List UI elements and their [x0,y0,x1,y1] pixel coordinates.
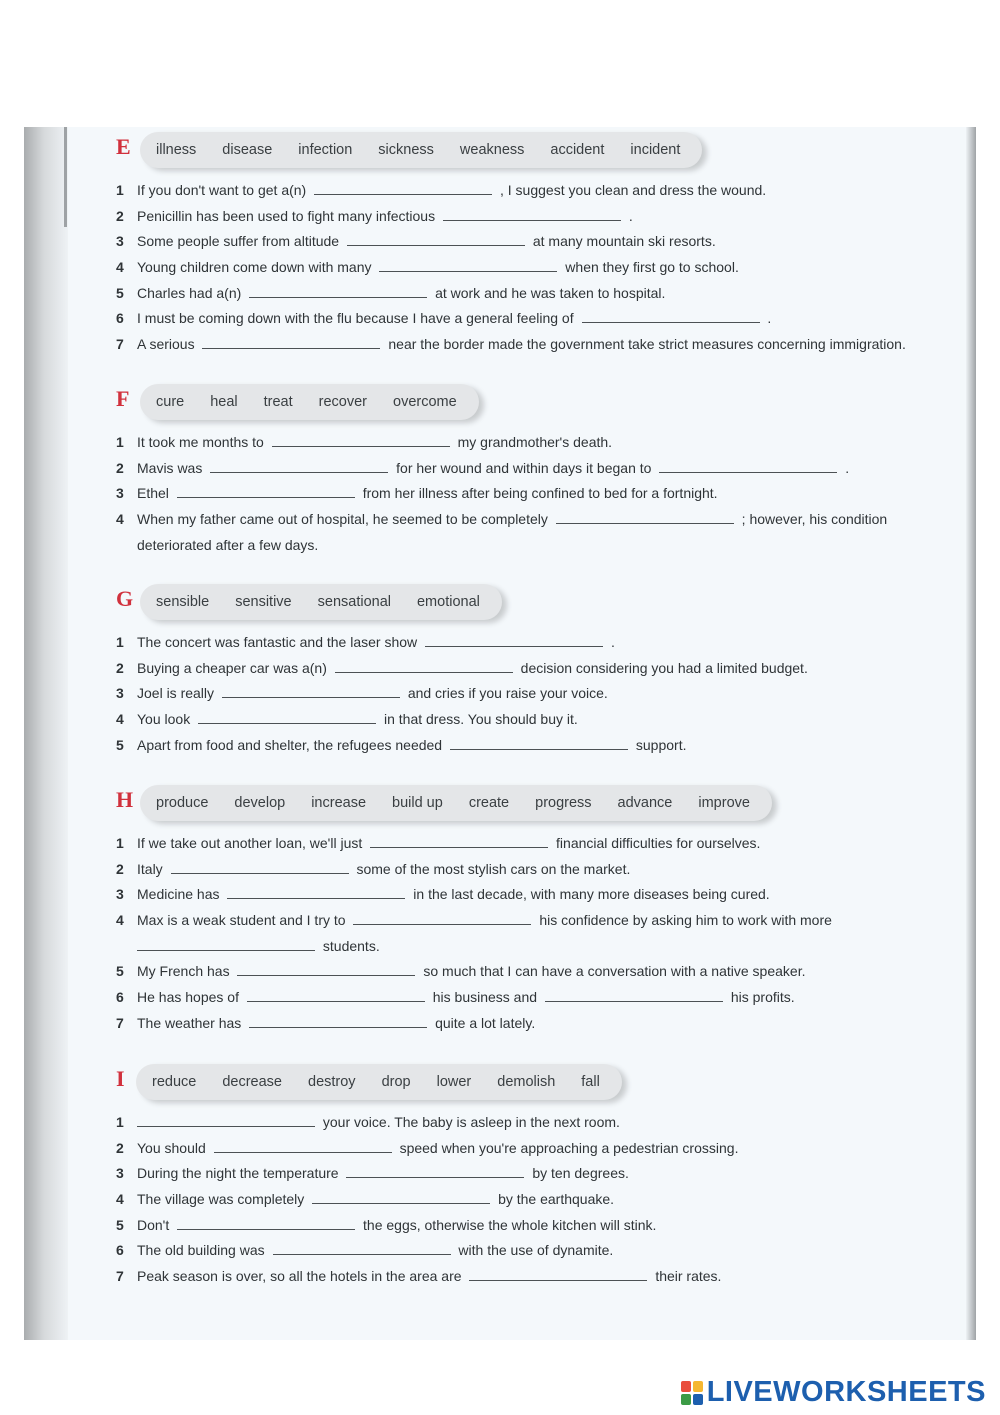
item-text: Medicine has [137,886,220,903]
answer-blank[interactable] [177,1217,355,1230]
answer-blank[interactable] [222,685,400,698]
word-bank [140,785,772,821]
item-text: Don't [137,1216,170,1233]
item-text: If you don't want to get a(n) [137,182,307,198]
answer-blank[interactable] [379,259,557,272]
item-text: so much that I can have a conversation with a native speaker. [423,963,806,980]
item-text: Apart from food and shelter, the refugees needed [137,736,443,753]
answer-blank[interactable] [347,233,525,246]
bank-word: create [468,795,510,811]
bank-word: fall [581,1074,600,1090]
item-text: at work and he was taken to hospital. [435,284,666,301]
item-text: The weather has [137,1014,242,1031]
logo-square [693,1394,703,1405]
answer-blank[interactable] [247,989,425,1002]
item-text: Max is a weak student and I try to [137,912,346,929]
liveworksheets-logo-icon [681,1381,703,1405]
answer-blank[interactable] [137,1114,315,1127]
item-text: with the use of dynamite. [458,1242,614,1259]
exercise-item [116,683,976,709]
item-number: 3 [116,485,124,502]
item-text: quite a lot lately. [435,1014,536,1031]
item-number: 1 [116,1114,124,1130]
answer-blank[interactable] [450,737,628,750]
item-number: 2 [116,659,124,676]
item-number: 1 [116,634,124,650]
bank-word: sensational [317,594,391,610]
exercise-items [116,833,976,1039]
answer-blank[interactable] [659,460,837,473]
bank-word: incident [630,142,681,158]
bank-word: treat [263,394,293,410]
answer-blank[interactable] [227,886,405,899]
exercise-item [116,1138,976,1164]
bank-word: decrease [222,1074,282,1090]
bank-word: disease [222,142,273,158]
answer-blank[interactable] [335,660,513,673]
item-number: 3 [116,685,124,702]
bank-word: advance [617,795,673,811]
item-number: 4 [116,711,124,728]
item-number: 6 [116,1242,124,1259]
exercise-item [116,257,976,283]
exercise-item [116,709,976,735]
exercise-items [116,632,976,760]
item-text: for her wound and within days it began to [396,459,652,476]
answer-blank[interactable] [249,1015,427,1028]
exercise-item [116,458,976,484]
bank-word: cure [156,394,185,410]
answer-blank[interactable] [202,336,380,349]
item-text: During the night the temperature [137,1165,339,1182]
word-bank [136,1064,622,1100]
bank-word: drop [381,1074,411,1090]
item-text: Ethel [137,485,169,502]
exercise-item [116,658,976,684]
item-text: , I suggest you clean and dress the wound. [500,182,767,198]
exercise-item [116,334,976,360]
answer-blank[interactable] [249,285,427,298]
page-fold-shadow [24,127,68,1340]
section-letter: G [116,586,134,611]
item-number: 2 [116,459,124,476]
item-text: and cries if you raise your voice. [407,685,608,702]
exercise-item [116,1215,976,1241]
item-text: The village was completely [137,1191,305,1208]
exercise-item [116,1266,976,1292]
item-text: . [845,459,850,476]
item-number: 7 [116,336,124,353]
item-number: 2 [116,1139,124,1156]
item-number: 1 [116,835,124,851]
item-number: 6 [116,310,124,327]
item-text: from her illness after being confined to bed for a fortnight. [362,485,718,502]
exercise-item [116,432,976,458]
item-number: 6 [116,989,124,1006]
item-text: by the earthquake. [498,1191,615,1208]
item-text: financial difficulties for ourselves. [556,835,761,851]
item-text: . [610,634,615,650]
brand-name: LIVEWORKSHEETS [706,1376,986,1408]
logo-square [693,1381,703,1392]
item-text: Charles had a(n) [137,284,242,301]
bank-word: illness [156,142,197,158]
bank-word: demolish [497,1074,556,1090]
bank-word: increase [311,795,367,811]
bank-word: heal [210,394,238,410]
item-text: When my father came out of hospital, he seemed to be completely [137,511,548,528]
item-text: the eggs, otherwise the whole kitchen will stink. [363,1216,657,1233]
item-text: decision considering you had a limited budget. [520,659,808,676]
bank-word: recover [318,394,368,410]
bank-word: accident [550,142,605,158]
item-text: students. [322,937,380,954]
item-text: You should [137,1139,206,1156]
item-number: 3 [116,233,124,250]
answer-blank[interactable] [556,511,734,524]
word-bank [140,132,702,168]
item-text: . [628,207,633,224]
answer-blank[interactable] [346,1165,524,1178]
exercise-item [116,961,976,987]
exercise-item [116,1112,976,1138]
item-number: 3 [116,886,124,903]
answer-blank[interactable] [443,208,621,221]
exercise-item [116,632,976,658]
item-text: in the last decade, with many more diseases being cured. [413,886,770,903]
word-bank [140,584,502,620]
item-text: He has hopes of [137,989,239,1006]
bank-word: build up [392,795,443,811]
exercise-item [116,483,976,509]
section-letter: F [116,386,130,411]
answer-blank[interactable] [210,460,388,473]
exercise-item [116,231,976,257]
answer-blank[interactable] [314,182,492,195]
item-text: I must be coming down with the flu because I have a general feeling of [137,310,574,327]
item-text: in that dress. You should buy it. [383,711,578,728]
item-text: at many mountain ski resorts. [532,233,716,250]
item-number: 5 [116,1216,124,1233]
item-number: 5 [116,736,124,753]
answer-blank[interactable] [177,485,355,498]
exercise-item [116,308,976,334]
liveworksheets-brand[interactable] [681,1376,986,1409]
item-number: 4 [116,912,124,929]
bank-word: infection [298,142,353,158]
bank-word: reduce [152,1074,197,1090]
exercise-item [116,509,976,535]
exercise-item-continuation [116,535,976,561]
item-text: Some people suffer from altitude [137,233,340,250]
exercise-items [116,180,976,360]
item-text: their rates. [655,1268,722,1285]
item-number: 7 [116,1268,124,1285]
item-text: Buying a cheaper car was a(n) [137,659,327,676]
bank-word: overcome [393,394,457,410]
exercise-items [116,1112,976,1292]
exercise-items [116,432,976,560]
answer-blank[interactable] [214,1140,392,1153]
answer-blank[interactable] [198,711,376,724]
exercise-item [116,833,976,859]
item-text: It took me months to [137,434,264,450]
answer-blank[interactable] [237,963,415,976]
exercise-item [116,206,976,232]
item-text: A serious [137,336,195,353]
item-text: by ten degrees. [532,1165,629,1182]
item-number: 5 [116,963,124,980]
exercise-item [116,1013,976,1039]
exercise-item-continuation [116,936,976,962]
exercise-item [116,283,976,309]
answer-blank[interactable] [273,1242,451,1255]
item-text: . [767,310,772,327]
item-number: 2 [116,860,124,877]
exercise-item [116,859,976,885]
section-letter: H [116,787,134,812]
exercise-item [116,735,976,761]
item-text: Joel is really [137,685,215,702]
item-text: Peak season is over, so all the hotels in the area are [137,1268,462,1285]
bank-word: emotional [416,594,480,610]
item-text: support. [635,736,687,753]
exercise-item [116,910,976,936]
item-text: My French has [137,963,230,980]
exercise-item [116,180,976,206]
bank-word: weakness [459,142,525,158]
item-number: 5 [116,284,124,301]
item-text: his confidence by asking him to work with more [539,912,832,929]
item-number: 3 [116,1165,124,1182]
item-text: You look [137,711,191,728]
item-text: ; however, his condition [741,511,888,528]
exercise-item [116,884,976,910]
item-text: when they first go to school. [565,259,739,276]
answer-blank[interactable] [312,1191,490,1204]
answer-blank[interactable] [425,634,603,647]
item-number: 4 [116,511,124,528]
bank-word: sickness [378,142,434,158]
answer-blank[interactable] [137,938,315,951]
answer-blank[interactable] [370,835,548,848]
item-text: Italy [137,860,163,877]
item-text: near the border made the government take strict measures concerning immigration. [388,336,906,353]
item-text: If we take out another loan, we'll just [137,835,363,851]
item-text: his business and [432,989,538,1006]
bank-word: destroy [308,1074,356,1090]
page-fold-line [64,127,67,227]
item-text: deteriorated after a few days. [137,536,319,553]
bank-word: lower [436,1074,472,1090]
item-text: speed when you're approaching a pedestrian crossing. [399,1139,739,1156]
item-text: The concert was fantastic and the laser show [137,634,418,650]
item-number: 4 [116,259,124,276]
answer-blank[interactable] [272,434,450,447]
answer-blank[interactable] [353,912,531,925]
bank-word: produce [156,795,209,811]
bank-word: develop [234,795,286,811]
item-number: 1 [116,182,124,198]
bank-word: improve [698,795,750,811]
answer-blank[interactable] [582,310,760,323]
item-number: 1 [116,434,124,450]
answer-blank[interactable] [469,1268,647,1281]
logo-square [681,1394,691,1405]
section-letter: I [116,1066,125,1091]
item-text: my grandmother's death. [457,434,613,450]
item-text: his profits. [730,989,795,1006]
answer-blank[interactable] [171,861,349,874]
exercise-item [116,1163,976,1189]
item-text: Mavis was [137,459,203,476]
item-number: 4 [116,1191,124,1208]
bank-word: sensitive [235,594,292,610]
section-letter: E [116,134,131,159]
logo-square [681,1381,691,1392]
item-text: Young children come down with many [137,259,372,276]
exercise-item [116,1189,976,1215]
item-text: Penicillin has been used to fight many infectious [137,207,436,224]
bank-word: sensible [156,594,210,610]
item-text: some of the most stylish cars on the market. [356,860,631,877]
answer-blank[interactable] [545,989,723,1002]
item-text: The old building was [137,1242,265,1259]
item-number: 7 [116,1014,124,1031]
exercise-item [116,987,976,1013]
word-bank [140,384,479,420]
item-number: 2 [116,207,124,224]
exercise-item [116,1240,976,1266]
item-text: your voice. The baby is asleep in the next room. [322,1114,620,1130]
bank-word: progress [535,795,592,811]
